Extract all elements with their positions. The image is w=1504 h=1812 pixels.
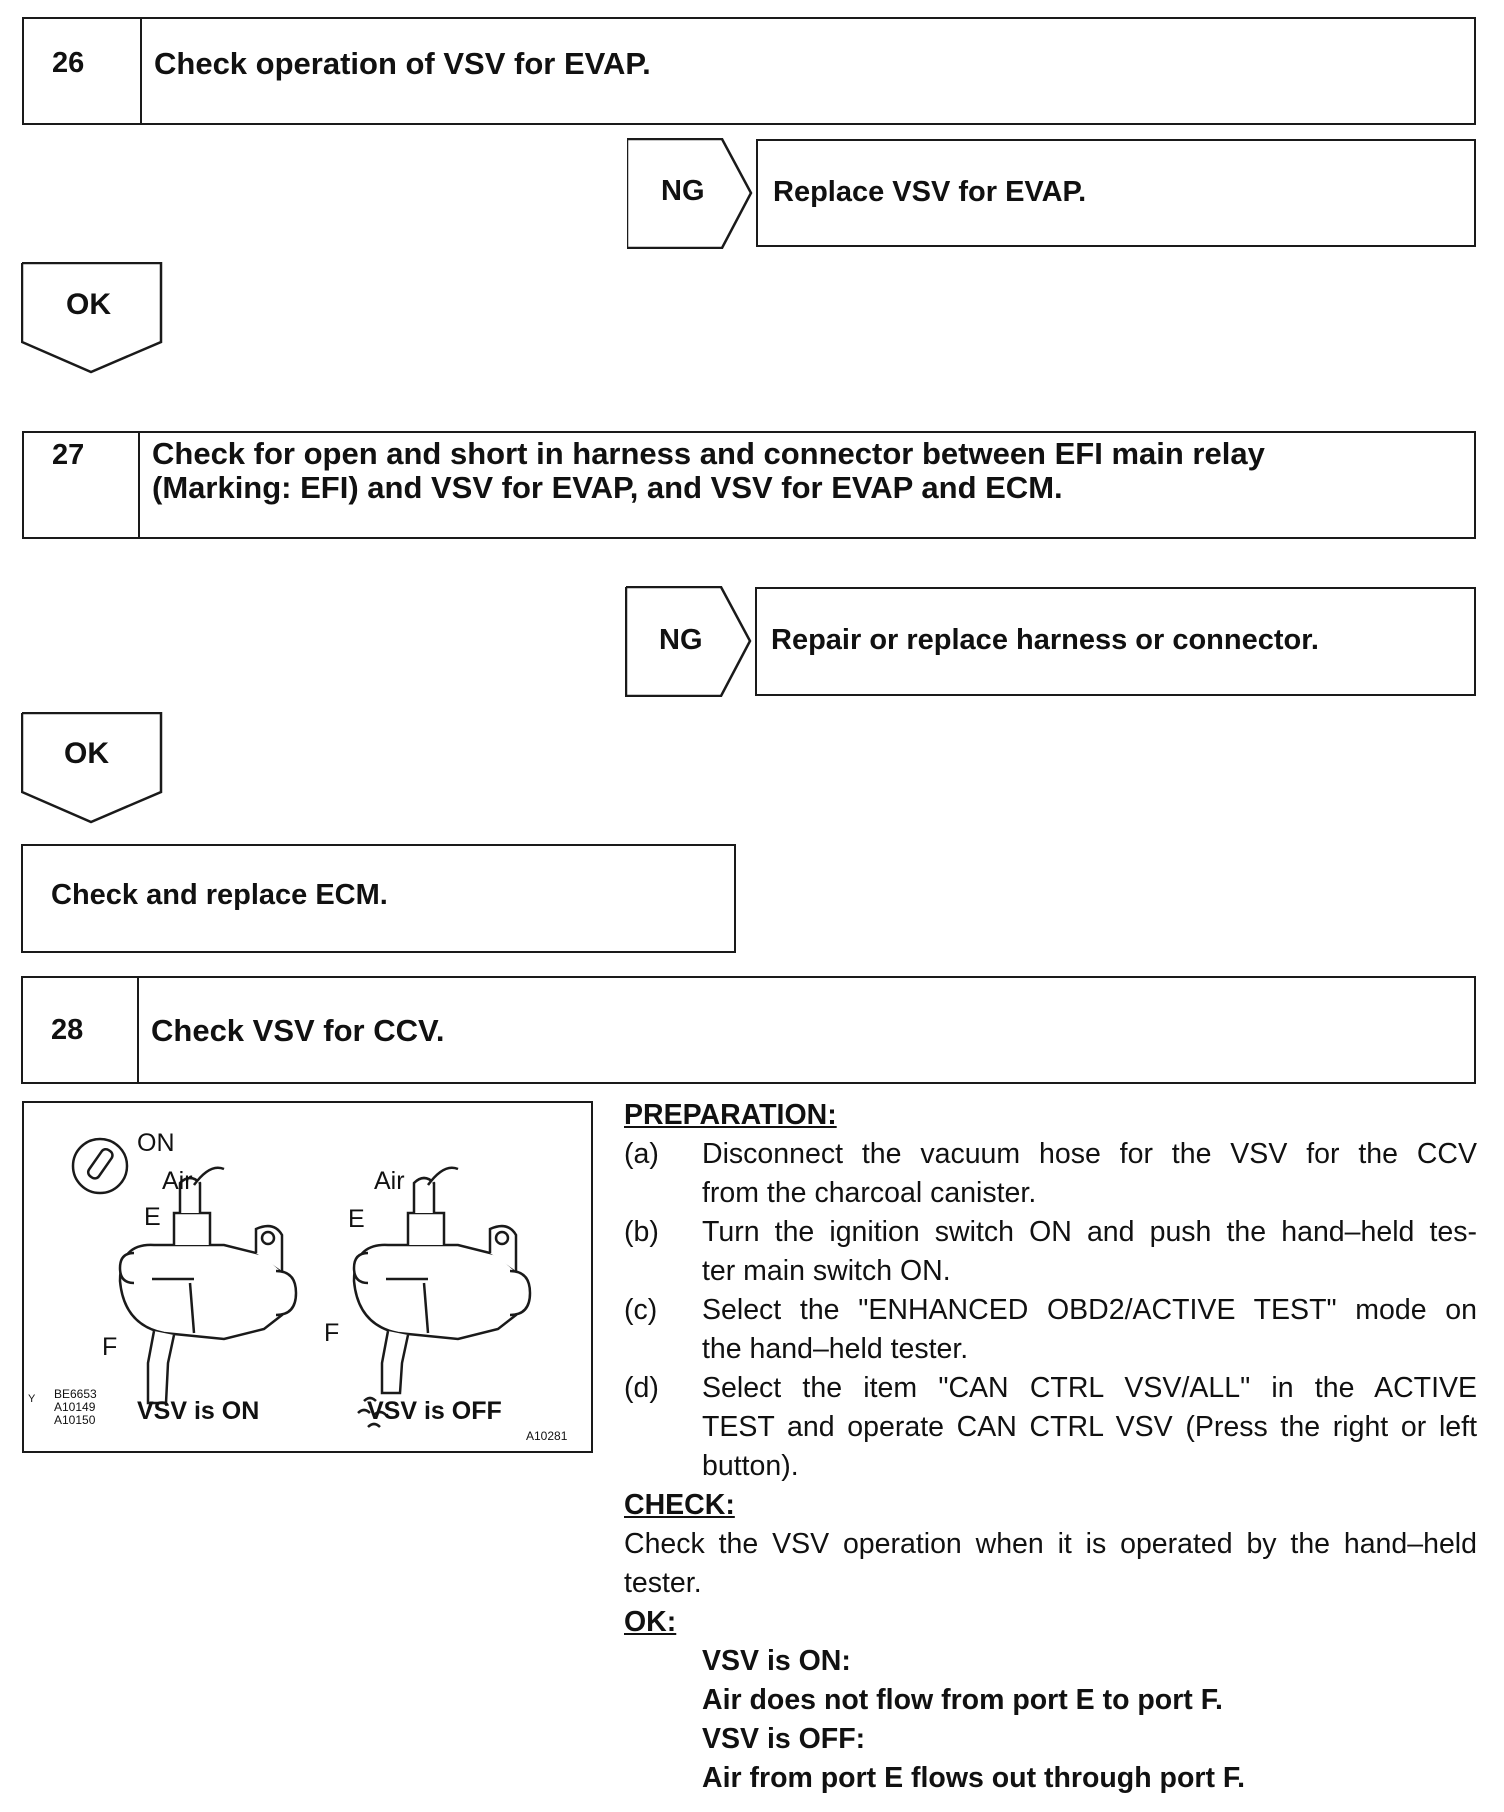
- e-label-left: E: [144, 1203, 161, 1231]
- figure-codes: [54, 1388, 97, 1427]
- prep-item-text: [702, 1291, 1477, 1369]
- prep-item-label: (b): [624, 1216, 659, 1248]
- f-label-right: F: [324, 1319, 340, 1347]
- ok-line-3: VSV is OFF:: [702, 1723, 866, 1755]
- prep-item-line: from the charcoal canister.: [702, 1177, 1037, 1209]
- ok-line-4: Air from port E flows out through port F.: [702, 1762, 1246, 1794]
- step-28-header: [21, 976, 1476, 1084]
- prep-item-line: button).: [702, 1450, 799, 1482]
- ok-criteria: [624, 1642, 1477, 1798]
- prep-item-line: Select the "ENHANCED OBD2/ACTIVE TEST" mode on: [702, 1294, 1477, 1326]
- vsv-off-drawing: [354, 1168, 530, 1427]
- f-label-left: F: [102, 1333, 118, 1361]
- prep-item-line: ter main switch ON.: [702, 1255, 951, 1287]
- ng-action-text-1: Replace VSV for EVAP.: [773, 176, 1087, 208]
- step-title-line-1: Check for open and short in harness and connector between EFI main relay: [152, 436, 1265, 471]
- preparation-heading: PREPARATION:: [624, 1099, 837, 1131]
- e-label-right: E: [348, 1205, 365, 1233]
- step-number: 28: [23, 978, 139, 1082]
- step-number: 26: [24, 19, 142, 123]
- prep-item-line: the hand–held tester.: [702, 1333, 969, 1365]
- prep-item-line: Select the item "CAN CTRL VSV/ALL" in the ACTIVE: [702, 1372, 1477, 1404]
- ignition-switch-icon: [73, 1139, 127, 1193]
- step-number: 27: [24, 433, 140, 537]
- prep-item-text: [702, 1213, 1477, 1291]
- check-line-2: tester.: [624, 1567, 702, 1599]
- procedure-column: [624, 1096, 1477, 1798]
- figure-id: A10281: [526, 1429, 568, 1443]
- check-line-1: Check the VSV operation when it is operated by the hand–held: [624, 1528, 1477, 1560]
- step-title: Check VSV for CCV.: [151, 1013, 445, 1048]
- air-label-left: Air: [162, 1167, 193, 1195]
- prep-item-c: [624, 1291, 1477, 1369]
- ng-label-1: NG: [661, 175, 705, 207]
- caption-vsv-on: VSV is ON: [137, 1397, 260, 1425]
- ng-action-box-2: [755, 587, 1476, 696]
- caption-vsv-off: VSV is OFF: [367, 1397, 502, 1425]
- prep-item-label: (d): [624, 1372, 659, 1404]
- step-27-header: [22, 431, 1476, 539]
- prep-item-text: [702, 1369, 1477, 1486]
- prep-item-line: TEST and operate CAN CTRL VSV (Press the right or left: [702, 1411, 1477, 1443]
- check-heading: CHECK:: [624, 1489, 735, 1521]
- step-26-header: [22, 17, 1476, 125]
- ok-label-2: OK: [64, 737, 109, 770]
- y-mark: Y: [28, 1393, 36, 1405]
- step-title-line-2: (Marking: EFI) and VSV for EVAP, and VSV for EVAP and ECM.: [152, 470, 1063, 505]
- air-label-right: Air: [374, 1167, 405, 1195]
- prep-item-d: [624, 1369, 1477, 1486]
- on-label: ON: [137, 1129, 175, 1157]
- figure-code-3: A10150: [54, 1413, 96, 1427]
- check-replace-ecm-box: [21, 844, 736, 953]
- ng-action-box-1: [756, 139, 1476, 247]
- figure-code-1: BE6653: [54, 1387, 97, 1401]
- prep-item-text: [702, 1135, 1477, 1213]
- ng-label-2: NG: [659, 624, 703, 656]
- ok-label-1: OK: [66, 288, 111, 321]
- ok-line-1: VSV is ON:: [702, 1645, 851, 1677]
- prep-item-line: Disconnect the vacuum hose for the VSV for the CCV: [702, 1138, 1477, 1170]
- prep-item-line: Turn the ignition switch ON and push the hand–held tes-: [702, 1216, 1477, 1248]
- ok-line-2: Air does not flow from port E to port F.: [702, 1684, 1223, 1716]
- check-replace-ecm-text: Check and replace ECM.: [51, 879, 388, 911]
- step-title: [140, 433, 1277, 537]
- prep-item-label: (c): [624, 1294, 658, 1326]
- prep-item-a: [624, 1135, 1477, 1213]
- ok-heading: OK:: [624, 1606, 677, 1638]
- vsv-figure: [22, 1101, 593, 1453]
- prep-item-b: [624, 1213, 1477, 1291]
- vsv-illustration: [24, 1103, 590, 1450]
- ng-action-text-2: Repair or replace harness or connector.: [771, 624, 1319, 656]
- figure-code-2: A10149: [54, 1400, 96, 1414]
- prep-item-label: (a): [624, 1138, 659, 1170]
- step-title: Check operation of VSV for EVAP.: [154, 46, 651, 81]
